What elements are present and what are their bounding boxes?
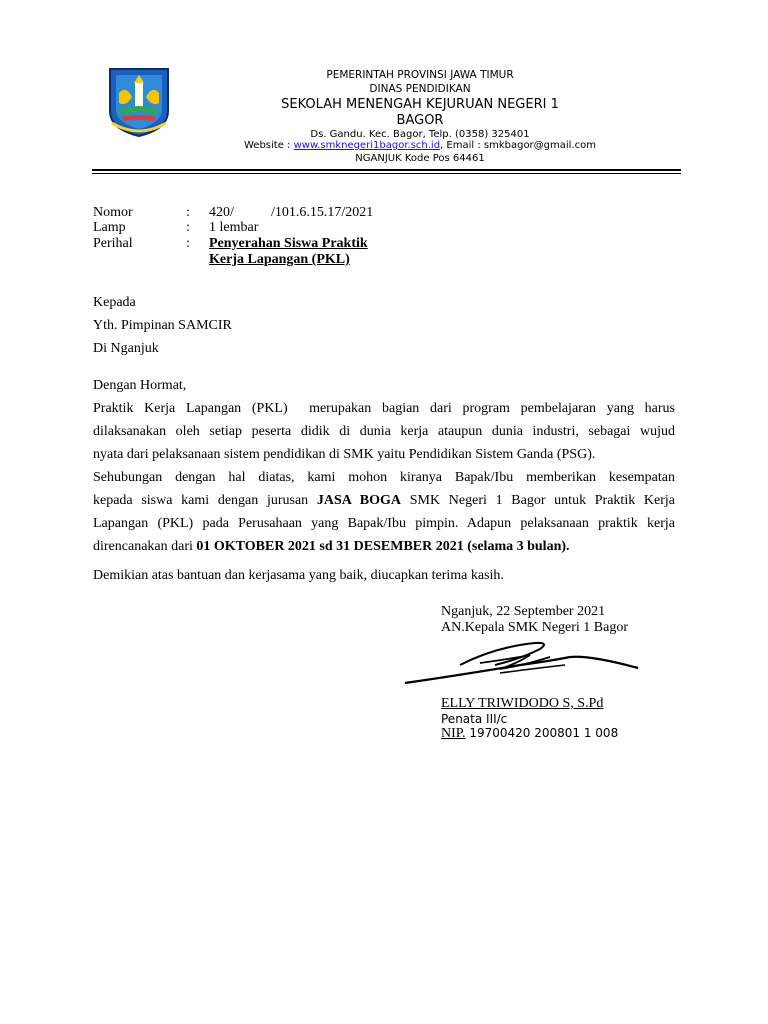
paragraph-1-line-1: Praktik Kerja Lapangan (PKL) merupakan bagian dari program pembelajaran yang harus <box>93 401 675 416</box>
perihal-line-2: Kerja Lapangan (PKL) <box>209 252 350 267</box>
perihal-line-1: Penyerahan Siswa Praktik <box>209 236 368 251</box>
perihal-colon: : <box>186 236 190 251</box>
greeting: Dengan Hormat, <box>93 378 187 393</box>
letterhead-postal: NGANJUK Kode Pos 64461 <box>355 153 485 164</box>
paragraph-1-line-2: dilaksanakan oleh setiap peserta didik di dunia kerja ataupun dunia industri, sebagai wujud <box>93 424 675 439</box>
p2-text-c: direncanakan dari <box>93 539 197 554</box>
letterhead-address: Ds. Gandu. Kec. Bagor, Telp. (0358) 325401 <box>310 129 530 140</box>
nomor-colon: : <box>186 205 190 220</box>
nip-value: 19700420 200801 1 008 <box>465 726 619 740</box>
paragraph-1-line-3: nyata dari pelaksanaan sistem pendidikan di SMK yaitu Pendidikan Sistem Ganda (PSG). <box>93 447 596 462</box>
perihal-label: Perihal <box>93 236 133 251</box>
recipient-location: Di Nganjuk <box>93 341 159 356</box>
letterhead-rule-thin <box>92 173 681 174</box>
p2-text-a: kepada siswa kami dengan jurusan <box>93 493 317 508</box>
p2-text-b: SMK Negeri 1 Bagor untuk Praktik Kerja <box>401 493 675 508</box>
letterhead-contact <box>170 140 670 151</box>
lamp-colon: : <box>186 220 190 235</box>
paragraph-2-line-1: Sehubungan dengan hal diatas, kami mohon kiranya Bapak/Ibu memberikan kesempatan <box>93 470 675 485</box>
signer-name: ELLY TRIWIDODO S, S.Pd <box>441 696 604 711</box>
letterhead-school-name: SEKOLAH MENENGAH KEJURUAN NEGERI 1 <box>281 97 559 112</box>
nip-label: NIP. <box>441 726 466 741</box>
place-date: Nganjuk, 22 September 2021 <box>441 604 606 619</box>
paragraph-2-line-4 <box>93 539 675 555</box>
nomor-value-a: 420/ <box>209 205 234 220</box>
letterhead-government: PEMERINTAH PROVINSI JAWA TIMUR <box>326 69 514 81</box>
website-link[interactable]: www.smknegeri1bagor.sch.id <box>293 140 441 151</box>
paragraph-2-line-3: Lapangan (PKL) pada Perusahaan yang Bapak/Ibu pimpin. Adapun pelaksanaan praktik kerja <box>93 516 675 531</box>
signer-position: AN.Kepala SMK Negeri 1 Bagor <box>441 620 629 635</box>
paragraph-2-line-2 <box>93 493 675 509</box>
letterhead-school-place: BAGOR <box>396 113 444 128</box>
lamp-label: Lamp <box>93 220 126 235</box>
internship-period: 01 OKTOBER 2021 sd 31 DESEMBER 2021 (selama 3 bulan). <box>196 539 570 554</box>
nomor-label: Nomor <box>93 205 133 220</box>
nomor-value-b: /101.6.15.17/2021 <box>271 205 374 220</box>
recipient-name: Yth. Pimpinan SAMCIR <box>93 318 232 333</box>
closing-sentence: Demikian atas bantuan dan kerjasama yang baik, diucapkan terima kasih. <box>93 568 504 583</box>
lamp-value: 1 lembar <box>209 220 259 235</box>
website-label: Website : <box>244 140 294 151</box>
handwritten-signature <box>400 635 645 700</box>
letterhead-department: DINAS PENDIDIKAN <box>369 83 471 95</box>
east-java-province-emblem <box>104 63 174 138</box>
email-text: , Email : smkbagor@gmail.com <box>440 140 596 151</box>
letterhead-rule-thick <box>92 169 681 171</box>
signer-rank: Penata III/c <box>441 712 508 726</box>
signer-nip <box>441 725 618 742</box>
recipient-kepada: Kepada <box>93 295 136 310</box>
department-name: JASA BOGA <box>316 493 402 508</box>
